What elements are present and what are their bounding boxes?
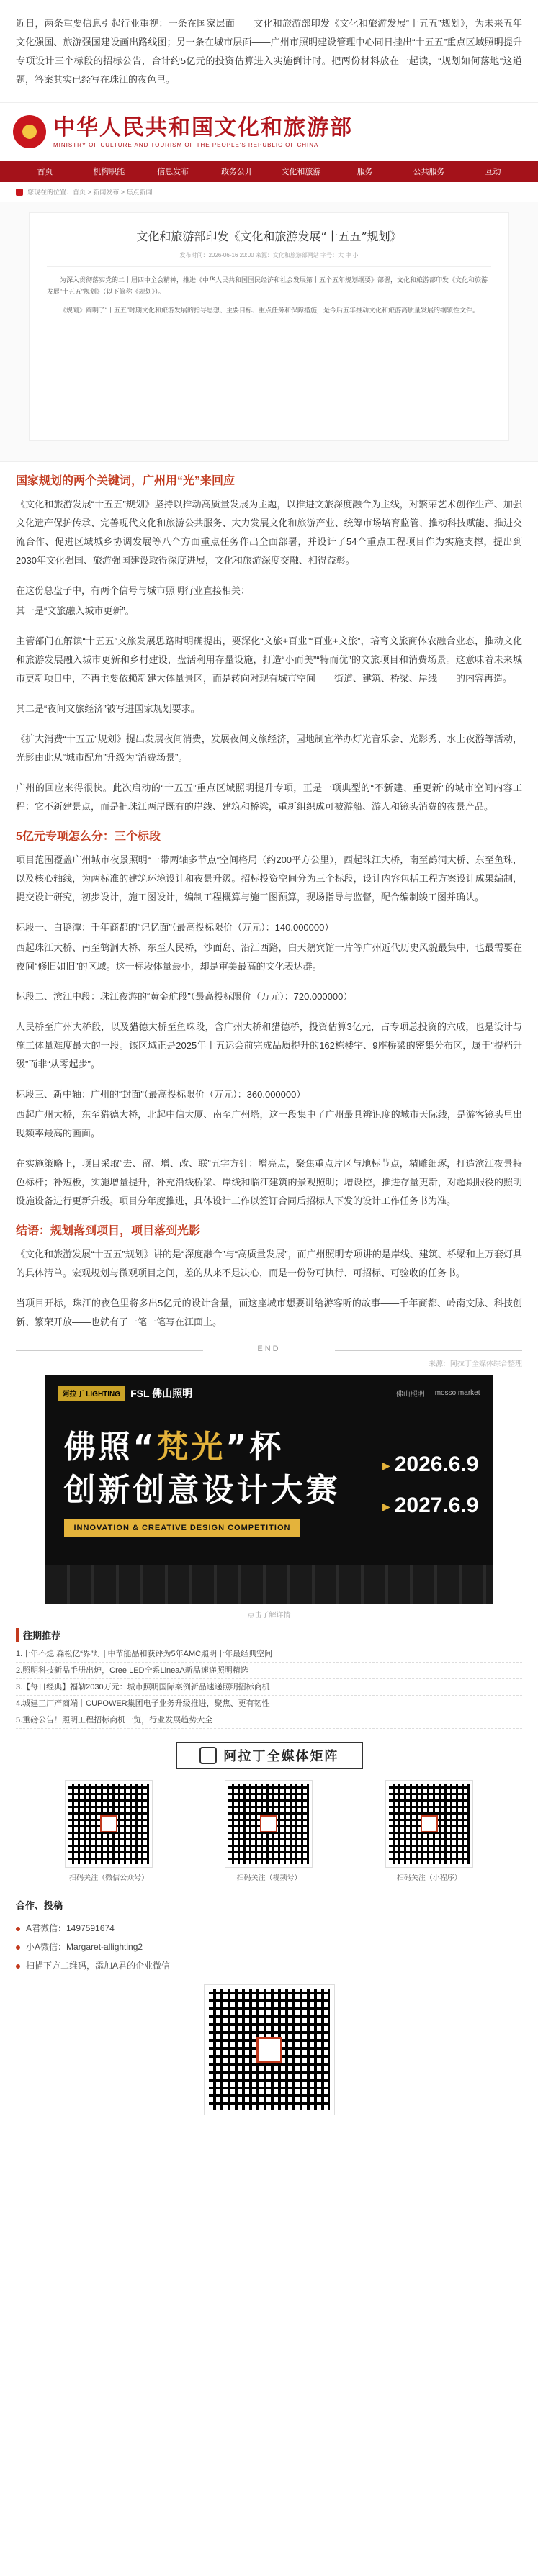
national-emblem-icon: ★ <box>13 115 46 148</box>
enterprise-wechat-qrcode[interactable] <box>205 1985 334 2115</box>
ministry-name: 中华人民共和国文化和旅游部 <box>53 114 353 140</box>
ministry-name-en: MINISTRY OF CULTURE AND TOURISM OF THE PEOPLE'S REPUBLIC OF CHINA <box>53 141 319 148</box>
bullet-icon <box>16 1945 20 1950</box>
banner-title: 佛照“梵光”杯 创新创意设计大赛 <box>63 1429 341 1509</box>
ministry-screenshot <box>0 102 538 462</box>
section-conclusion <box>0 1222 538 1332</box>
nav-item[interactable]: 公共服务 <box>413 168 445 176</box>
partner-logo: 佛山照明 <box>395 1391 425 1398</box>
banner-decoration <box>45 1565 493 1604</box>
contact-row: 扫描下方二维码，添加A君的企业微信 <box>16 1956 522 1975</box>
list-item[interactable]: 3.【每日经典】福勒2030万元：城市照明国际案例新品速递照明招标商机 <box>16 1679 522 1696</box>
banner-subtitle: INNOVATION & CREATIVE DESIGN COMPETITION <box>64 1519 301 1537</box>
ministry-nav <box>0 161 538 182</box>
contact-row: 小A微信：Margaret-allighting2 <box>16 1938 522 1956</box>
qrcode-video[interactable]: 扫码关注（视频号） <box>197 1781 341 1882</box>
qrcode-miniprogram[interactable]: 扫码关注（小程序） <box>357 1781 501 1882</box>
list-item[interactable]: 1.十年不熄 森松亿“界”灯 | 中节能晶和获评为5年AMC照明十年最经典空间 <box>16 1646 522 1663</box>
banner-logos <box>58 1386 480 1401</box>
nav-item[interactable]: 互动 <box>485 168 501 176</box>
section-heading: 结语：规划落到项目，项目落到光影 <box>16 1225 201 1237</box>
media-matrix-title: 阿拉丁全媒体矩阵 <box>176 1742 363 1769</box>
paragraph: 在实施策略上，项目采取“去、留、增、改、联”五字方针：增亮点，聚焦重点片区与地标节点，精雕细琢，打造滨江夜景特色标杆；补短板，实施增量提升，补充沿线桥梁、岸线和临江建筑的景观照明；增设控，推进存量更新，对超期服役的照明设施设备进行更新升级。项目分年度推进，具体设计工作以签订合同后招标人下发的设计工作任务书为准。 <box>16 1158 522 1206</box>
notice-body: 《规划》阐明了“十五五”时期文化和旅游发展的指导思想、主要目标、重点任务和保障措施，是今后五年推动文化和旅游高质量发展的纲领性文件。 <box>60 307 479 314</box>
end-divider: END <box>0 1345 538 1353</box>
lot-title: 标段一、白鹅潭：千年商都的“记忆面”（最高投标限价（万元）：140.000000） <box>16 922 334 933</box>
lot-title: 标段三、新中轴：广州的“封面”（最高投标限价（万元）：360.000000） <box>16 1089 306 1100</box>
bullet-icon <box>16 1927 20 1931</box>
nav-item[interactable]: 服务 <box>357 168 373 176</box>
source-note: 来源：阿拉丁全媒体综合整理 <box>429 1360 522 1368</box>
notice-title: 文化和旅游部印发《文化和旅游发展“十五五”规划》 <box>136 230 402 243</box>
aladdin-logo: 阿拉丁 LIGHTING <box>58 1386 125 1401</box>
nav-item[interactable]: 政务公开 <box>221 168 254 176</box>
location-icon <box>16 189 23 196</box>
paragraph: 广州的回应来得很快。此次启动的“十五五”重点区域照明提升专项，正是一项典型的“不新建、重更新”的城市空间内容工程：它不新建景点，而是把珠江两岸既有的岸线、建筑和桥梁，重新组织成可被游船、游人和镜头消费的夜景产品。 <box>16 782 522 812</box>
lot-title: 标段二、滨江中段：珠江夜游的“黄金航段”（最高投标限价（万元）：720.000000） <box>16 991 353 1002</box>
paragraph: 西起广州大桥，东至猎德大桥，北起中信大厦、南至广州塔，这一段集中了广州最具辨识度的城市天际线，是游客镜头里出现频率最高的画面。 <box>16 1109 522 1139</box>
paragraph: 主管部门在解读“十五五”文旅发展思路时明确提出，要深化“文旅+百业”“百业+文旅”，培育文旅商体农融合业态，推动文化和旅游发展融入城市更新和乡村建设，盘活利用存量设施，打造“小而美”“特而优”的文旅项目和消费场景。这意味着未来城市更新项目中，不再主要依赖新建大体量景区，而是转向对现有城市空间——街道、建筑、桥梁、岸线——的内容再造。 <box>16 636 522 684</box>
banner-dates: ▶ 2026.6.9 ▶ 2027.6.9 <box>382 1452 479 1518</box>
intro-paragraph: 近日，两条重要信息引起行业重视：一条在国家层面——文化和旅游部印发《文化和旅游发展“十五五”规划》，为未来五年文化强国、旅游强国建设画出路线图；另一条在城市层面——广州市照明建设管理中心同日挂出“十五五”重点区域照明提升专项设计三个标段的招标公告，合计约5亿元的投资估算进入实施倒计时。把两份材料放在一起读，“规划如何落地”这道题，答案其实已经写在珠江的夜色里。 <box>16 18 522 85</box>
notice-paper <box>29 212 509 441</box>
breadcrumb: 您现在的位置：首页 > 新闻发布 > 焦点新闻 <box>0 182 538 202</box>
paragraph: 其一是“文旅融入城市更新”。 <box>16 605 135 616</box>
list-item[interactable]: 2.照明科技新品手册出炉，Cree LED全系LineaA新品速递照明精选 <box>16 1663 522 1679</box>
paragraph: 人民桥至广州大桥段，以及猎德大桥至鱼珠段，含广州大桥和猎德桥，投资估算3亿元，占专项总投资的六成，也是设计与施工体量难度最大的一段。该区域正是2025年十五运会前完成品质提升的162栋楼宇、9座桥梁的密集分布区，属于“提档升级”而非“从零起步”。 <box>16 1021 522 1070</box>
section-heading: 5亿元专项怎么分：三个标段 <box>16 831 161 843</box>
paragraph: 《扩大消费“十五五”规划》提出发展夜间消费，发展夜间文旅经济，园地制宜举办灯光音乐会、光影秀、水上夜游等活动，光影由此从“城市配角”升级为“消费场景”。 <box>16 733 522 763</box>
cooperation-section <box>0 1882 538 2115</box>
nav-item[interactable]: 文化和旅游 <box>281 168 321 176</box>
nav-item[interactable]: 首页 <box>37 168 53 176</box>
cooperation-heading: 合作、投稿 <box>16 1900 63 1911</box>
list-item[interactable]: 4.城建工厂产商端｜CUPOWER集团电子业务升级推进，聚焦、更有韧性 <box>16 1696 522 1712</box>
recommend-heading: 往期推荐 <box>16 1628 522 1642</box>
partner-logo: mosso market <box>434 1389 480 1397</box>
section-lots <box>0 828 538 1211</box>
fsl-logo: FSL 佛山照明 <box>130 1387 193 1399</box>
qrcode-wechat[interactable]: 扫码关注（微信公众号） <box>37 1781 181 1882</box>
media-matrix-icon <box>199 1747 217 1764</box>
recommend-list <box>0 1628 538 1729</box>
paragraph: 《文化和旅游发展“十五五”规划》坚持以推动高质量发展为主题，以推进文旅深度融合为主线，对繁荣艺术创作生产、加强文化遗产保护传承、完善现代文化和旅游公共服务、大力发展文化和旅游产业、统筹市场培育监管、推动科技赋能、推进交流合作、促进区域城乡协调发展等八个方面重点任务作出全面部署，并设计了54个重点工程项目作为实施支撑，提出到2030年文化强国、旅游强国建设取得深度进展，文化和旅游深度交融、相得益彰。 <box>16 499 522 566</box>
paragraph: 其二是“夜间文旅经济”被写进国家规划要求。 <box>16 703 200 714</box>
qrcode-image <box>225 1781 312 1867</box>
notice-meta: 发布时间：2026-06-16 20:00 来源：文化和旅游部网站 字号：大 中 小 <box>47 251 491 267</box>
qrcode-image <box>386 1781 472 1867</box>
ministry-header <box>0 103 538 161</box>
section-plan <box>0 472 538 816</box>
section-heading: 国家规划的两个关键词，广州用“光”来回应 <box>16 475 236 487</box>
paragraph: 《文化和旅游发展“十五五”规划》讲的是“深度融合”与“高质量发展”，而广州照明专项讲的是岸线、建筑、桥梁和上万套灯具的具体清单。宏观规划与微观项目之间，差的从来不是决心，而是一份份可执行、可招标、可验收的任务书。 <box>16 1249 522 1278</box>
paragraph: 西起珠江大桥、南至鹤洞大桥、东至人民桥，沙面岛、沿江西路，白天鹅宾馆一片等广州近代历史风貌最集中，也最需要在夜间“修旧如旧”的区域。这一标段体量最小，却是审美最高的文化表达群。 <box>16 942 522 972</box>
list-item[interactable]: 5.重磅公告！照明工程招标商机一览，行业发展趋势大全 <box>16 1712 522 1729</box>
nav-item[interactable]: 机构职能 <box>93 168 125 176</box>
qrcode-image <box>66 1781 152 1867</box>
bullet-icon <box>16 1964 20 1969</box>
paragraph: 当项目开标，珠江的夜色里将多出5亿元的设计含量，而这座城市想要讲给游客听的故事——千年商都、岭南文脉、科技创新、繁荣开放——也就有了一笔一笔写在江面上。 <box>16 1298 522 1327</box>
banner-caption[interactable]: 点击了解详情 <box>247 1612 291 1619</box>
contact-row: A君微信：1497591674 <box>16 1919 522 1938</box>
qrcode-row <box>0 1781 538 1882</box>
notice-body: 为深入贯彻落实党的二十届四中全会精神，推进《中华人民共和国国民经济和社会发展第十五个五年规划纲要》部署，文化和旅游部印发《文化和旅游发展“十五五”规划》（以下简称《规划》）。 <box>47 276 488 295</box>
nav-item[interactable]: 信息发布 <box>157 168 189 176</box>
paragraph: 在这份总盘子中，有两个信号与城市照明行业直接相关： <box>16 585 251 596</box>
competition-banner[interactable] <box>45 1375 493 1604</box>
paragraph: 项目范围覆盖广州城市夜景照明“一带两轴多节点”空间格局（约200平方公里），西起珠江大桥，南至鹤洞大桥、东至鱼珠，以及核心轴线，为两标准的建筑环境设计和夜景升级。招标投资空间分为三个标段，设计内容包括工程方案设计成果编制，提交设计研究，初步设计，施工图设计，编制工程概算与施工图预算，现场指导与监督，配合编制竣工图并确认。 <box>16 854 522 903</box>
